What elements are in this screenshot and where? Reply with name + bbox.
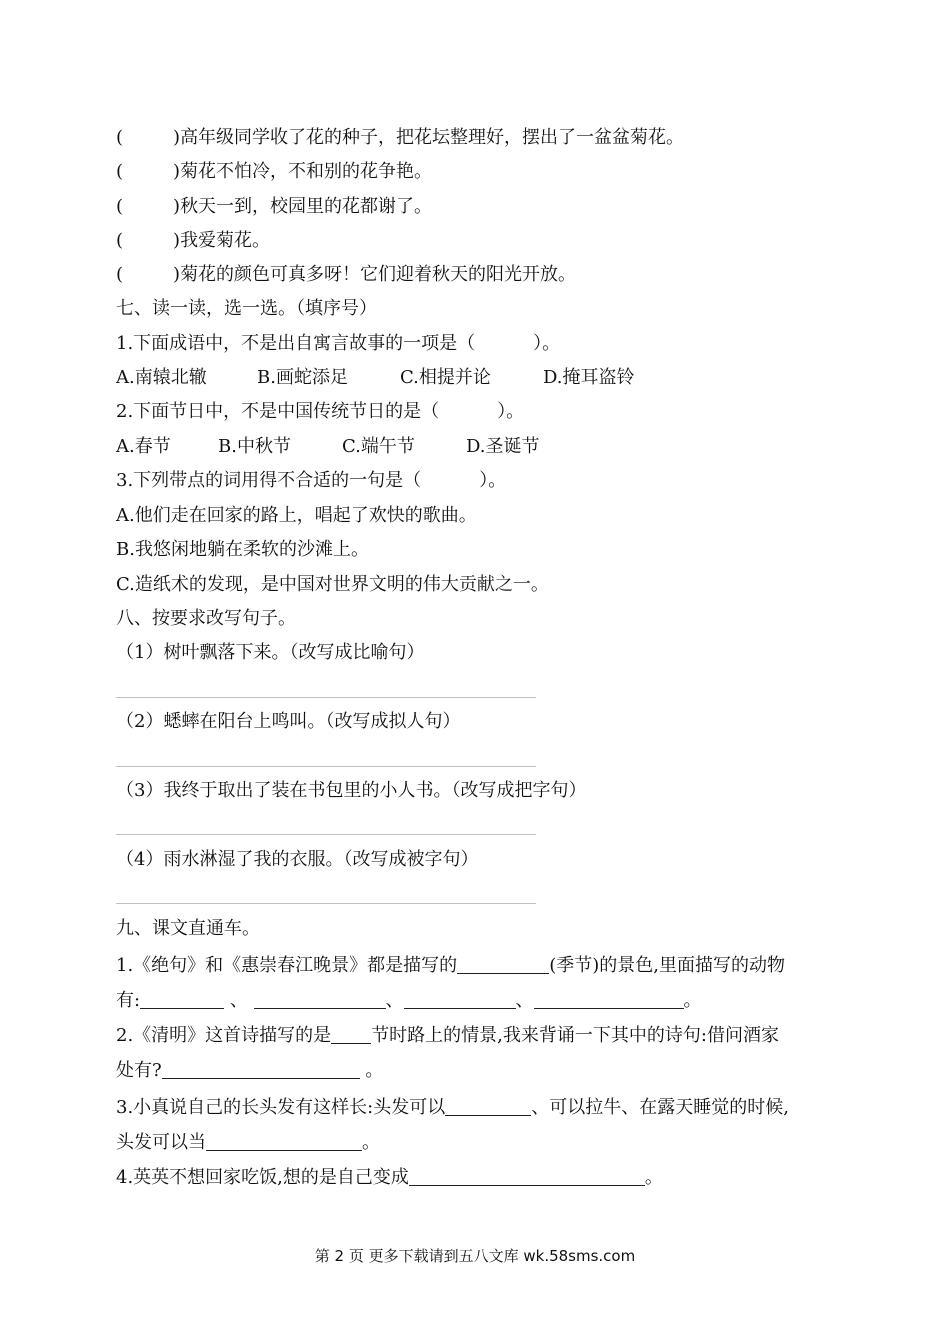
option: C.端午节 — [342, 436, 415, 457]
section7-q1: 1.下面成语中，不是出自寓言故事的一项是（ ）。 — [116, 333, 561, 354]
answer-line[interactable] — [116, 766, 536, 767]
fill-blank[interactable] — [162, 1060, 360, 1079]
fill-blank[interactable] — [331, 1025, 371, 1044]
section8-title: 八、按要求改写句子。 — [116, 608, 296, 629]
option: C.造纸术的发现，是中国对世界文明的伟大贡献之一。 — [116, 574, 549, 595]
ordering-item: ( )菊花的颜色可真多呀！它们迎着秋天的阳光开放。 — [116, 264, 577, 285]
answer-line[interactable] — [116, 903, 536, 904]
fill-blank[interactable] — [457, 955, 549, 974]
ordering-item: ( )我爱菊花。 — [116, 230, 271, 251]
rewrite-item: （2）蟋蟀在阳台上鸣叫。（改写成拟人句） — [116, 711, 461, 732]
option: B.中秋节 — [218, 436, 291, 457]
section9-q1-cont: 有: 、 、 、 。 — [116, 990, 702, 1011]
fill-blank[interactable] — [140, 990, 224, 1009]
ordering-item: ( )秋天一到，校园里的花都谢了。 — [116, 196, 433, 217]
option: C.相提并论 — [400, 367, 491, 388]
section7-q2: 2.下面节日中，不是中国传统节日的是（ ）。 — [116, 401, 525, 422]
section9-q3-cont: 头发可以当 。 — [116, 1132, 380, 1153]
section9-q2: 2.《清明》这首诗描写的是 节时路上的情景,我来背诵一下其中的诗句:借问酒家 — [116, 1025, 779, 1046]
fill-blank[interactable] — [445, 1097, 531, 1116]
option: B.我悠闲地躺在柔软的沙滩上。 — [116, 539, 369, 560]
answer-line[interactable] — [116, 834, 536, 835]
page-footer: 第 2 页 更多下载请到五八文库 wk.58sms.com — [314, 1247, 636, 1265]
option: A.南辕北辙 — [116, 367, 207, 388]
section9-q4: 4.英英不想回家吃饭,想的是自己变成 。 — [116, 1167, 663, 1188]
option: A.春节 — [116, 436, 171, 457]
section9-q3: 3.小真说自己的长头发有这样长:头发可以 、可以拉牛、在露天睡觉的时候, — [116, 1097, 789, 1118]
section7-q3: 3.下列带点的词用得不合适的一句是（ ）。 — [116, 470, 507, 491]
section9-q2-cont: 处有? 。 — [116, 1060, 384, 1081]
rewrite-item: （1）树叶飘落下来。（改写成比喻句） — [116, 642, 425, 663]
option: A.他们走在回家的路上，唱起了欢快的歌曲。 — [116, 505, 477, 526]
option: B.画蛇添足 — [257, 367, 348, 388]
section7-title: 七、读一读，选一选。（填序号） — [116, 298, 377, 319]
section9-q1: 1.《绝句》和《惠崇春江晚景》都是描写的 (季节)的景色,里面描写的动物 — [116, 955, 785, 976]
section9-title: 九、课文直通车。 — [116, 918, 260, 939]
fill-blank[interactable] — [409, 1167, 645, 1186]
option: D.圣诞节 — [466, 436, 540, 457]
ordering-item: ( )菊花不怕冷，不和别的花争艳。 — [116, 161, 433, 182]
fill-blank[interactable] — [254, 990, 386, 1009]
rewrite-item: （4）雨水淋湿了我的衣服。（改写成被字句） — [116, 849, 479, 870]
fill-blank[interactable] — [206, 1132, 362, 1151]
answer-line[interactable] — [116, 697, 536, 698]
fill-blank[interactable] — [404, 990, 516, 1009]
ordering-item: ( )高年级同学收了花的种子，把花坛整理好，摆出了一盆盆菊花。 — [116, 127, 685, 148]
rewrite-item: （3）我终于取出了装在书包里的小人书。（改写成把字句） — [116, 780, 587, 801]
fill-blank[interactable] — [534, 990, 684, 1009]
option: D.掩耳盗铃 — [543, 367, 635, 388]
